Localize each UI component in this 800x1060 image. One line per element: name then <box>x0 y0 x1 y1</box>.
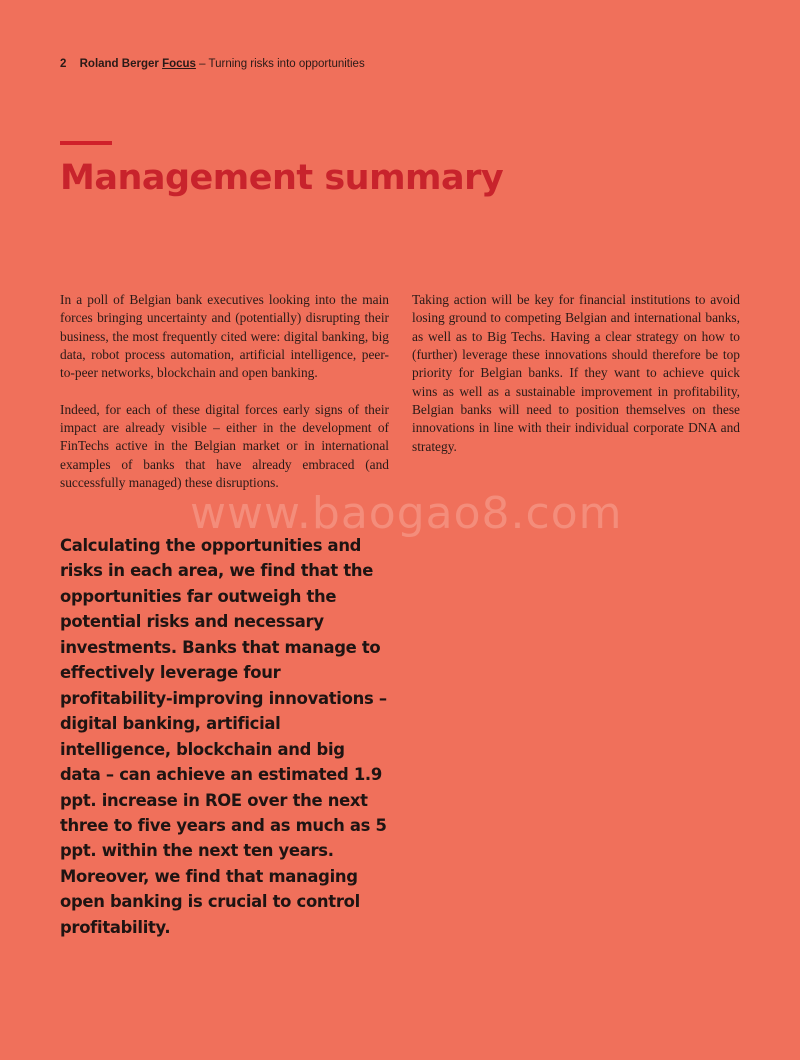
right-column <box>412 291 740 474</box>
left-paragraph-1: In a poll of Belgian bank executives looking into the main forces bringing uncertainty and (potentially) disrupting their business, the most frequently cited were: digital banking, big data, robot process automation, artificial intelligence, peer-to-peer networks, blockchain and open banking. <box>60 292 389 381</box>
watermark: www.baogao8.com <box>190 488 623 539</box>
left-paragraph-2: Indeed, for each of these digital forces early signs of their impact are already visible – either in the development of FinTechs active in the Belgian market or in international examples of banks that have already embraced (and successfully managed) these disruptions. <box>60 401 389 491</box>
publication-name: Focus <box>162 58 196 70</box>
left-column <box>60 291 389 510</box>
page-number: 2 <box>60 58 67 70</box>
page-title: Management summary <box>60 158 504 198</box>
page-header <box>60 58 365 70</box>
title-accent-bar <box>60 141 112 145</box>
brand-name: Roland Berger <box>79 58 159 70</box>
header-subtitle: – Turning risks into opportunities <box>199 58 365 70</box>
highlight-statement: Calculating the opportunities and risks in each area, we find that the opportunities far outweigh the potential risks and necessary investments. Banks that manage to effectively leverage four profitability-improving innovations – digital banking, artificial intelligence, blockchain and big data – can achieve an estimated 1.9 ppt. increase in ROE over the next three to five years and as much as 5 ppt. within the next ten years. Moreover, we find that managing open banking is crucial to control profitability. <box>60 536 387 937</box>
right-paragraph-1: Taking action will be key for financial institutions to avoid losing ground to competing Belgian and international banks, as well as to Big Techs. Having a clear strategy on how to (further) leverage these innovations should therefore be top priority for Belgian banks. If they want to achieve quick wins as well as a sustainable improvement in profitability, Belgian banks will need to position themselves on these innovations in line with their individual corporate DNA and strategy. <box>412 292 740 454</box>
